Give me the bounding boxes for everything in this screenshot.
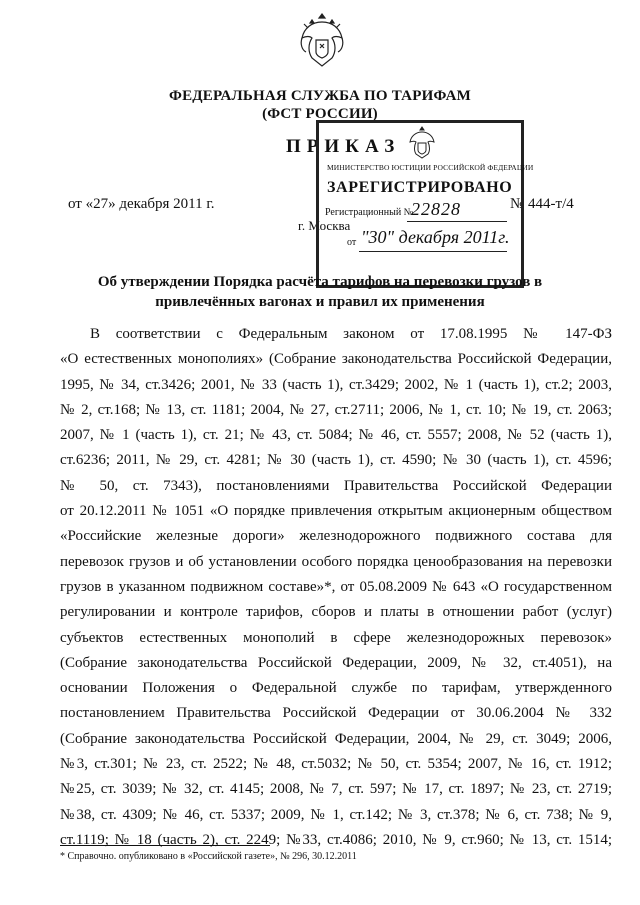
stamp-registered: ЗАРЕГИСТРИРОВАНО xyxy=(327,179,513,196)
stamp-emblem-icon xyxy=(407,125,437,159)
body-line: №25, ст. 3039; № 32, ст. 4145; 2008, № 7, ст. 597; № 17, ст. 1897; № 23, ст. 2719; xyxy=(60,781,612,798)
body-line: «Российские железные дороги» железнодорожного подвижного состава для xyxy=(60,528,612,545)
order-date: от «27» декабря 2011 г. xyxy=(68,196,215,212)
body-line: 1995, № 34, ст.3426; 2001, № 33 (часть 1), ст.3429; 2002, № 1 (часть 1), ст.2; 2003, xyxy=(60,376,612,393)
stamp-reg-label: Регистрационный № xyxy=(325,207,414,218)
body-line: «О естественных монополиях» (Собрание законодательства Российской Федерации, xyxy=(60,351,612,368)
stamp-ministry: МИНИСТЕРСТВО ЮСТИЦИИ РОССИЙСКОЙ ФЕДЕРАЦИИ xyxy=(327,163,534,172)
body-line: 2007, № 1 (часть 1), ст. 21; № 43, ст. 5084; № 46, ст. 5557; 2008, № 52 (часть 1), xyxy=(60,427,612,444)
document-body xyxy=(60,322,612,853)
body-line: (Собрание законодательства Российской Федерации, 2009, № 32, ст.4051), на xyxy=(60,654,612,671)
order-city: г. Москва xyxy=(298,218,351,233)
body-line: постановлением Правительства Российской Федерации от 30.06.2004 № 332 xyxy=(60,705,612,722)
document-title xyxy=(0,272,640,312)
footnote-rule xyxy=(60,845,270,846)
body-line: основании Положения о Федеральной службе по тарифам, утвержденного xyxy=(60,680,612,697)
body-line: (Собрание законодательства Российской Федерации, 2004, № 29, ст. 3049; 2006, xyxy=(60,730,612,747)
body-line: В соответствии с Федеральным законом от 17.08.1995 № 147-ФЗ xyxy=(90,326,612,342)
org-abbreviation: (ФСТ РОССИИ) xyxy=(262,106,378,122)
body-line: грузов в указанном подвижном составе»*, от 05.08.2009 № 643 «О государственном xyxy=(60,578,612,595)
stamp-date-label: от xyxy=(347,237,357,248)
registration-stamp xyxy=(316,120,534,288)
body-line: от 20.12.2011 № 1051 «О порядке привлечения открытым акционерным обществом xyxy=(60,503,612,520)
body-line: ст.6236; 2011, № 29, ст. 4281; № 30 (часть 1), ст. 4590; № 30 (часть 1), ст. 4596; xyxy=(60,452,612,469)
coat-of-arms-icon xyxy=(298,8,346,70)
body-line: № 2, ст.168; № 13, ст. 1181; 2004, № 27, ст.2711; 2006, № 1, ст. 10; № 19, ст. 2063; xyxy=(60,401,612,418)
footnote: * Справочно. опубликовано в «Российской газете», № 296, 30.12.2011 xyxy=(60,851,357,862)
title-line: привлечённых вагонах и правил их применения xyxy=(155,294,485,310)
stamp-date-underline xyxy=(359,251,507,252)
body-line: субъектов естественных монополий в сфере железнодорожных перевозок» xyxy=(60,629,612,646)
body-line: № 50, ст. 7343), постановлениями Правительства Российской Федерации xyxy=(60,477,612,494)
document-type: ПРИКАЗ xyxy=(286,136,401,157)
body-line: перевозок грузов и об установлении особого порядка ценообразования на перевозки xyxy=(60,553,612,570)
body-line: ст.1119; № 18 (часть 2), ст. 2249; №33, ст.4086; 2010, № 9, ст.960; № 13, ст. 1514; xyxy=(60,831,612,848)
body-line: №38, ст. 4309; № 46, ст. 5337; 2009, № 1, ст.142; № 3, ст.378; № 6, ст. 738; № 9, xyxy=(60,806,612,823)
stamp-reg-number: 22828 xyxy=(411,199,461,219)
stamp-number-underline xyxy=(407,221,507,222)
title-line: Об утверждении Порядка расчёта тарифов на перевозки грузов в xyxy=(97,274,543,290)
org-name: ФЕДЕРАЛЬНАЯ СЛУЖБА ПО ТАРИФАМ xyxy=(169,88,471,104)
stamp-date-value: "30" декабря 2011г. xyxy=(361,227,510,247)
order-number: № 444-т/4 xyxy=(510,196,574,212)
body-line: №3, ст.301; № 23, ст. 2522; № 48, ст.5032; № 50, ст. 5354; 2007, № 16, ст. 1912; xyxy=(60,756,612,773)
body-line: регулировании и контроле тарифов, сборов и платы в отношении работ (услуг) xyxy=(60,604,612,621)
